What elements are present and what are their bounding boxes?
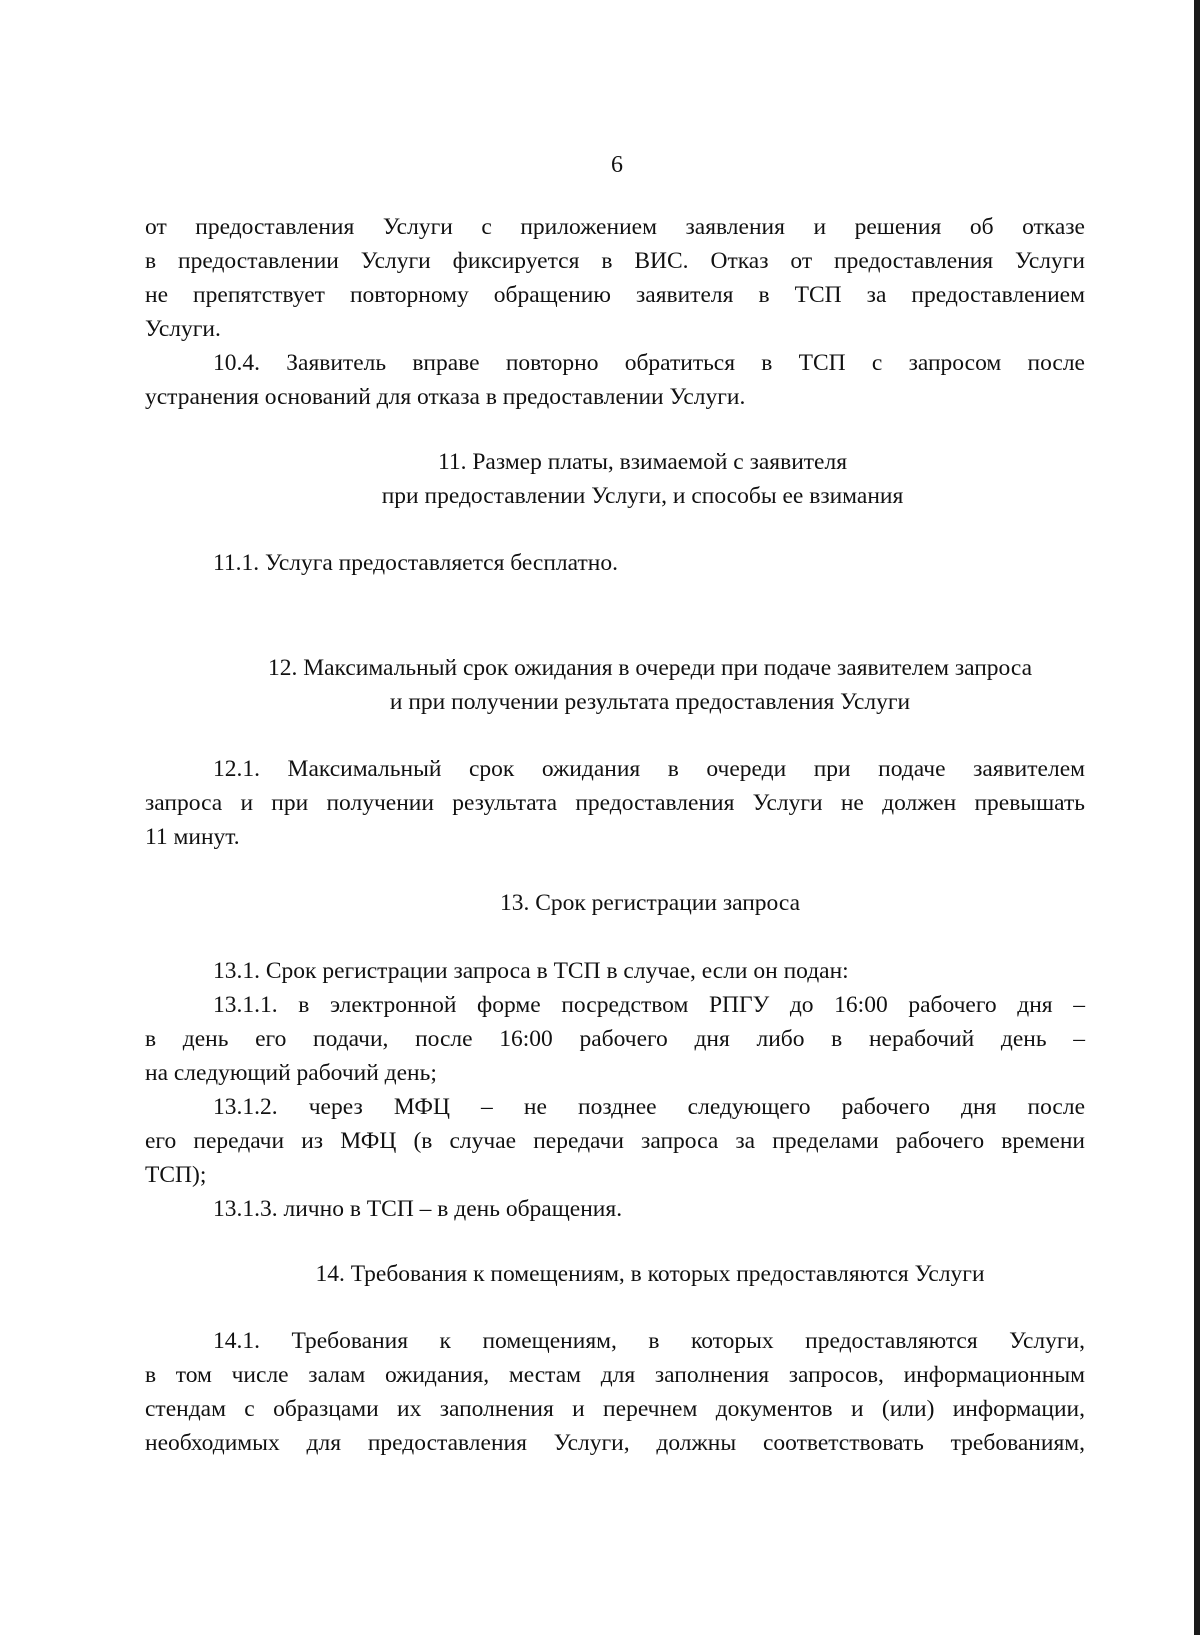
- page-number: 6: [611, 152, 623, 178]
- scan-edge: [1194, 0, 1200, 1635]
- paragraph-line: в предоставлении Услуги фиксируется в ВИС. Отказ от предоставления Услуги: [145, 248, 1085, 274]
- section-heading: 11. Размер платы, взимаемой с заявителя: [437, 449, 848, 475]
- paragraph-line: 12.1. Максимальный срок ожидания в очереди при подаче заявителем: [213, 756, 1085, 782]
- paragraph-line: запроса и при получении результата предоставления Услуги не должен превышать: [145, 790, 1085, 816]
- paragraph-line: 13.1.2. через МФЦ – не позднее следующего рабочего дня после: [213, 1094, 1085, 1120]
- paragraph-line: 10.4. Заявитель вправе повторно обратиться в ТСП с запросом после: [213, 350, 1085, 376]
- paragraph-line: 13.1.3. лично в ТСП – в день обращения.: [213, 1196, 623, 1222]
- section-heading: 12. Максимальный срок ожидания в очереди при подаче заявителем запроса: [267, 655, 1033, 681]
- paragraph-line: в том числе залам ожидания, местам для заполнения запросов, информационным: [145, 1362, 1085, 1388]
- paragraph-line: на следующий рабочий день;: [145, 1060, 437, 1086]
- paragraph-line: в день его подачи, после 16:00 рабочего дня либо в нерабочий день –: [145, 1026, 1085, 1052]
- paragraph-line: необходимых для предоставления Услуги, должны соответствовать требованиям,: [145, 1430, 1085, 1456]
- paragraph-line: стендам с образцами их заполнения и перечнем документов и (или) информации,: [145, 1396, 1085, 1422]
- paragraph-line: 13.1.1. в электронной форме посредством РПГУ до 16:00 рабочего дня –: [213, 992, 1085, 1018]
- section-heading: при предоставлении Услуги, и способы ее взимания: [381, 483, 904, 509]
- paragraph-line: 14.1. Требования к помещениям, в которых предоставляются Услуги,: [213, 1328, 1085, 1354]
- paragraph-line: 11.1. Услуга предоставляется бесплатно.: [213, 550, 618, 576]
- section-heading: 13. Срок регистрации запроса: [499, 890, 801, 916]
- paragraph-line: 11 минут.: [145, 824, 240, 850]
- section-heading: и при получении результата предоставления Услуги: [389, 689, 911, 715]
- paragraph-line: ТСП);: [145, 1162, 207, 1188]
- paragraph-line: Услуги.: [145, 316, 221, 342]
- paragraph-line: 13.1. Срок регистрации запроса в ТСП в случае, если он подан:: [213, 958, 849, 984]
- paragraph-line: от предоставления Услуги с приложением заявления и решения об отказе: [145, 214, 1085, 240]
- section-heading: 14. Требования к помещениям, в которых предоставляются Услуги: [315, 1261, 985, 1287]
- paragraph-line: не препятствует повторному обращению заявителя в ТСП за предоставлением: [145, 282, 1085, 308]
- paragraph-line: его передачи из МФЦ (в случае передачи запроса за пределами рабочего времени: [145, 1128, 1085, 1154]
- paragraph-line: устранения оснований для отказа в предоставлении Услуги.: [145, 384, 746, 410]
